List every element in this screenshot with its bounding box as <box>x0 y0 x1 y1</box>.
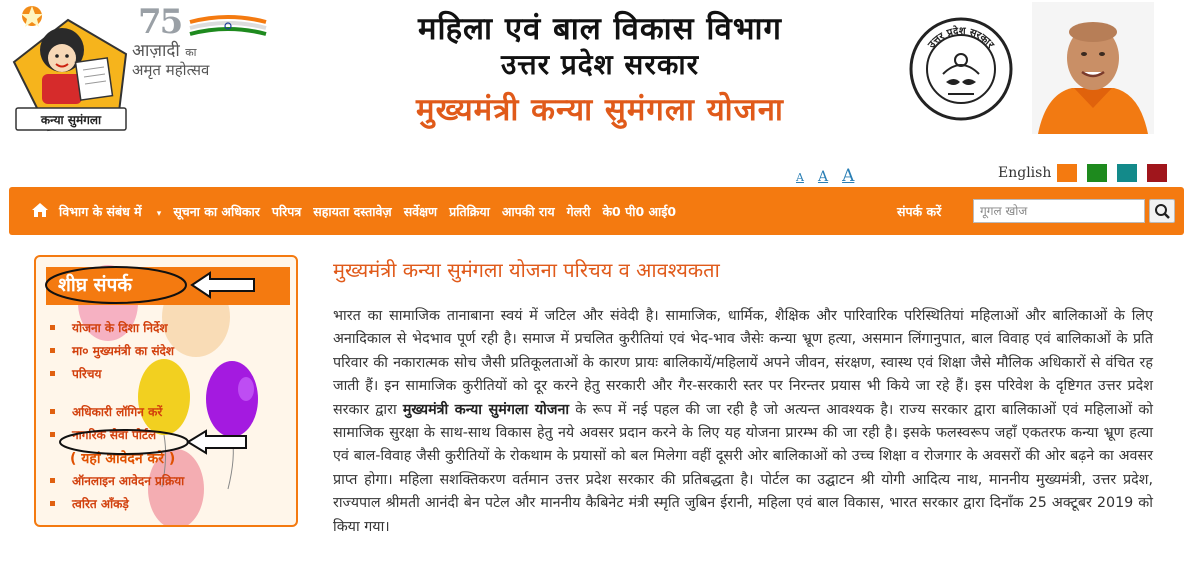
government-title: उत्तर प्रदेश सरकार <box>500 48 700 81</box>
language-toggle-english[interactable]: English <box>998 165 1052 181</box>
scheme-name-bold: मुख्यमंत्री कन्या सुमंगला योजना <box>402 401 570 418</box>
caret-down-icon: ▾ <box>153 208 162 219</box>
google-search-input[interactable] <box>973 199 1145 223</box>
kanya-logo-text: कन्या सुमंगला <box>40 113 102 127</box>
site-title-block <box>330 10 870 130</box>
azadi-ka: का <box>185 46 197 59</box>
sidebar-item-online-application-process[interactable]: ऑनलाइन आवेदन प्रक्रिया <box>50 472 184 495</box>
azadi-line2: अमृत महोत्सव <box>132 61 210 79</box>
nav-menu <box>59 187 688 235</box>
font-size-small-button[interactable]: A <box>796 171 804 184</box>
nav-item-your-opinion[interactable]: आपकी राय <box>501 203 555 219</box>
azadi-line1: आज़ादी <box>132 41 180 61</box>
font-size-medium-button[interactable]: A <box>817 169 829 185</box>
page-title: मुख्यमंत्री कन्या सुमंगला योजना परिचय व आवश्यकता <box>333 258 720 282</box>
up-government-seal-icon <box>908 16 1014 122</box>
theme-maroon-swatch[interactable] <box>1147 164 1167 182</box>
nav-item-survey[interactable]: सर्वेक्षण <box>403 203 438 219</box>
apply-here-note[interactable]: ( यहां आवेदन करें ) <box>70 451 176 467</box>
theme-teal-swatch[interactable] <box>1117 164 1137 182</box>
intro-paragraph <box>333 305 1153 539</box>
theme-green-swatch[interactable] <box>1087 164 1107 182</box>
nav-item-contact[interactable]: संपर्क करें <box>897 204 942 219</box>
sidebar-item-citizen-portal[interactable]: नागरिक सेवा पोर्टल <box>50 426 184 449</box>
nav-item-gallery[interactable]: गेलरी <box>566 203 591 219</box>
nav-item-rti[interactable]: सूचना का अधिकार <box>173 203 260 219</box>
tricolor-swoosh-icon <box>188 14 268 40</box>
theme-color-swatches <box>1057 164 1167 182</box>
sidebar-item-officer-login[interactable]: अधिकारी लॉगिन करें <box>50 403 184 426</box>
scheme-title: मुख्यमंत्री कन्या सुमंगला योजना <box>416 92 784 128</box>
search-button[interactable] <box>1149 199 1175 223</box>
chief-minister-photo <box>1032 2 1154 134</box>
quick-links-title: शीघ्र संपर्क <box>58 274 132 296</box>
search-icon <box>1150 200 1174 222</box>
seal-text: उत्तर प्रदेश सरकार <box>926 25 996 51</box>
nav-item-kpi[interactable]: के0 पी0 आई0 <box>602 203 677 219</box>
department-title: महिला एवं बाल विकास विभाग <box>418 11 782 47</box>
nav-item-feedback[interactable]: प्रतिक्रिया <box>449 203 490 219</box>
sidebar-item-cm-message[interactable]: मा० मुख्यमंत्री का संदेश <box>50 342 184 365</box>
font-size-large-button[interactable]: A <box>842 166 855 186</box>
azadi-amrit-mahotsav-logo <box>130 4 275 84</box>
site-header <box>0 0 1194 145</box>
nav-item-help-documents[interactable]: सहायता दस्तावेज़ <box>313 203 392 219</box>
azadi-number: 75 <box>138 2 182 42</box>
kanya-sumangala-logo[interactable] <box>8 2 136 134</box>
font-size-controls <box>796 166 854 186</box>
nav-item-about-department[interactable]: विभाग के संबंध में ▾ <box>59 203 162 219</box>
theme-orange-swatch[interactable] <box>1057 164 1077 182</box>
nav-item-circulars[interactable]: परिपत्र <box>271 203 302 219</box>
main-navigation-bar <box>9 187 1184 235</box>
sidebar-item-guidelines[interactable]: योजना के दिशा निर्देश <box>50 319 184 342</box>
intro-text-part1: भारत का सामाजिक तानाबाना स्वयं में जटिल और संवेदी है। सामाजिक, धार्मिक, शैक्षिक और पारिवारिक परिस्थितियां महिलाओं और बालिकाओं के लिए अनादिकाल से भेदभाव पूर्ण रही है। समाज में प्रचलित कुरीतियां एवं भेद-भाव जैसेः कन्या भ्रूण हत्या, असमान लिंगानुपात, बाल विवाह एवं बालिकाओं के प्रति परिवार की नकारात्मक सोच जैसी प्रतिकूलताओं के कारण प्रायः बालिकायें/महिलायें अपने जीवन, संरक्षण, स्वास्थ एवं शिक्षा जैसे मौलिक अधिकारों से वंचित रह जाती हैं। इन सामाजिक कुरीतियों को दूर करने हेतु सरकारी और गैर-सरकारी स्तर पर निरन्तर प्रयास भी किये जा रहे हैं। इस परिवेश के दृष्टिगत उत्तर प्रदेश सरकार द्वारा <box>333 308 1153 418</box>
quick-links-list <box>50 319 184 518</box>
intro-text-part2: के रूप में नई पहल की जा रही है जो अत्यन्त आवश्यक है। राज्य सरकार द्वारा बालिकाओं एवं महिलाओं को सामाजिक सुरक्षा के साथ-साथ विकास हेतु नये अवसर प्रदान करने के लिए यह योजना प्रारम्भ की जा रही है। इसके फलस्वरूप जहाँ एकतरफ कन्या भ्रूण हत्या एवं बाल-विवाह जैसी कुरीतियों के रोकथाम के प्रयासों को बल मिलेगा वहीं दूसरी ओर बालिकाओं को उच्च शिक्षा व रोजगार के अवसरों की ओर बढ़ने का अवसर प्राप्त होगा। महिला सशक्तिकरण वर्तमान उत्तर प्रदेश सरकार की प्रतिबद्धता है। पोर्टल का उद्घाटन श्री योगी आदित्य नाथ, माननीय मुख्यमंत्री, उत्तर प्रदेश, राज्यपाल श्रीमती आनंदी बेन पटेल और माननीय कैबिनेट मंत्री स्मृति जुबिन ईरानी, महिला एवं बाल विकास, भारत सरकार द्वारा दिनाँक 25 अक्टूबर 2019 को किया गया। <box>333 401 1153 535</box>
quick-links-panel <box>34 255 298 527</box>
home-icon[interactable] <box>31 202 49 218</box>
sidebar-item-quick-statistics[interactable]: त्वरित आँकड़े <box>50 495 184 518</box>
citizen-portal-circle-annotation <box>56 425 256 459</box>
sidebar-item-introduction[interactable]: परिचय <box>50 365 184 388</box>
